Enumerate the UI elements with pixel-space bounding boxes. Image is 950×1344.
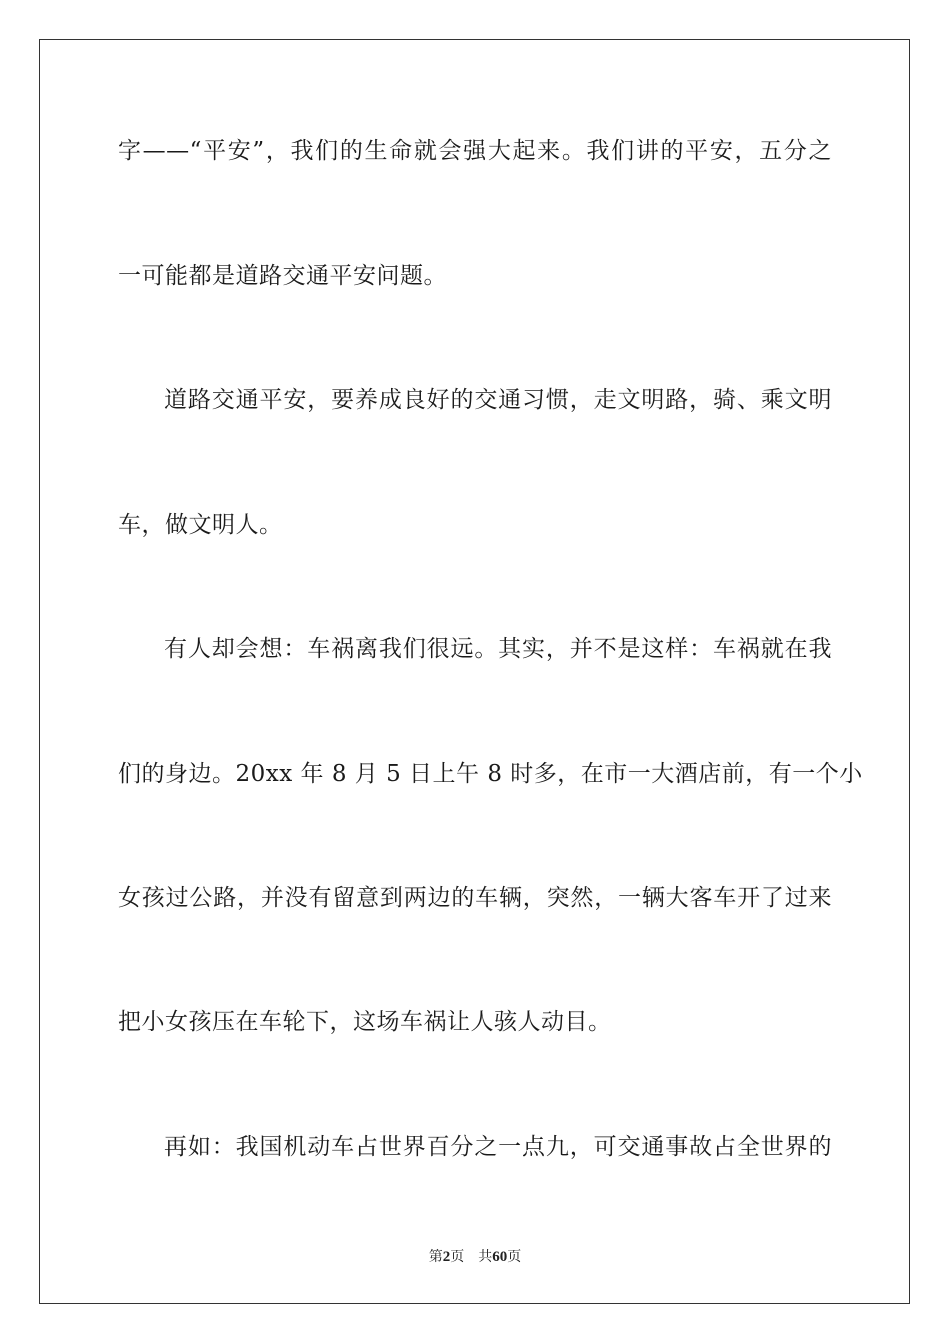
footer-total-pages: 60 [492,1249,508,1265]
footer-total-prefix: 共 [478,1249,493,1265]
text-line-3: 道路交通平安，要养成良好的交通习惯，走文明路，骑、乘文明 [164,387,832,413]
text-line-8: 把小女孩压在车轮下，这场车祸让人骇人动目。 [118,1009,612,1035]
page-footer [0,1248,950,1266]
text-line-9: 再如：我国机动车占世界百分之一点九，可交通事故占全世界的 [164,1134,832,1160]
text-line-6: 们的身边。20xx 年 8 月 5 日上午 8 时多，在市一大酒店前，有一个小 [118,761,863,787]
text-line-5: 有人却会想：车祸离我们很远。其实，并不是这样：车祸就在我 [164,636,832,662]
text-line-4: 车，做文明人。 [118,512,283,538]
footer-page-number: 2 [442,1249,451,1265]
text-line-7: 女孩过公路，并没有留意到两边的车辆，突然，一辆大客车开了过来 [118,885,832,911]
text-line-1: 字——“平安”，我们的生命就会强大起来。我们讲的平安，五分之 [118,138,832,164]
text-line-2: 一可能都是道路交通平安问题。 [118,263,447,289]
footer-page-suffix: 页 [450,1249,465,1265]
footer-page-prefix: 第 [428,1249,443,1265]
page-border [39,39,910,1304]
footer-total-suffix: 页 [507,1249,522,1265]
